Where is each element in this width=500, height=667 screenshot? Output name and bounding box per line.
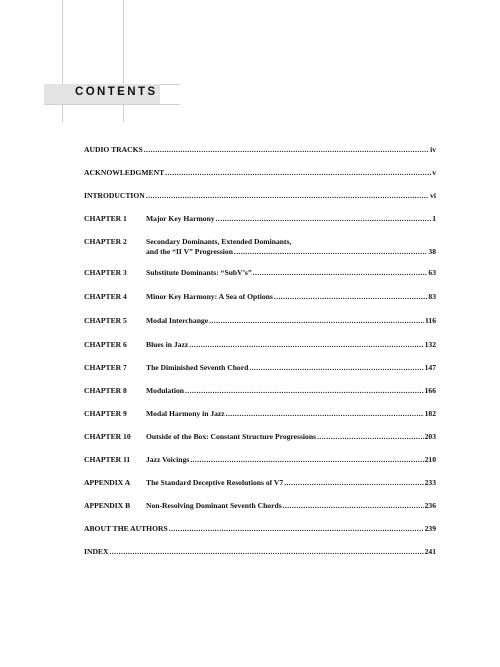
- toc-title: Modal Harmony in Jazz: [146, 409, 225, 418]
- dot-leader: [165, 168, 431, 178]
- toc-entry-about-the-authors[interactable]: [84, 524, 436, 534]
- toc-label: AUDIO TRACKS: [84, 145, 143, 154]
- toc-entry-audio-tracks[interactable]: [84, 145, 436, 155]
- toc-label: APPENDIX A: [84, 478, 131, 487]
- grid-line-horizontal-bottom: [44, 104, 180, 105]
- toc-page-number: 116: [425, 316, 436, 325]
- toc-label: ABOUT THE AUTHORS: [84, 524, 168, 533]
- toc-page-number: 239: [424, 524, 436, 533]
- toc-label: CHAPTER 4: [84, 292, 127, 301]
- toc-page-number: 166: [424, 386, 436, 395]
- toc-label: INDEX: [84, 547, 109, 556]
- toc-label: CHAPTER 7: [84, 363, 127, 372]
- toc-entry-chapter-10[interactable]: [84, 432, 436, 442]
- toc-page-number: 83: [428, 292, 436, 301]
- toc-page-number: 210: [424, 455, 436, 464]
- toc-title: Substitute Dominants: “SubV’s”: [146, 268, 252, 277]
- toc-label: ACKNOWLEDGMENT: [84, 168, 165, 177]
- toc-entry-chapter-7[interactable]: [84, 363, 436, 373]
- toc-label: CHAPTER 1: [84, 214, 127, 223]
- toc-entry-introduction[interactable]: [84, 191, 436, 201]
- dot-leader: [226, 409, 424, 419]
- toc-label: INTRODUCTION: [84, 191, 145, 200]
- dot-leader: [146, 191, 429, 201]
- dot-leader: [284, 478, 423, 488]
- toc-label: CHAPTER 5: [84, 316, 127, 325]
- toc-title: and the “II V” Progression: [146, 247, 233, 256]
- toc-label: CHAPTER 2: [84, 237, 127, 246]
- toc-label: CHAPTER 6: [84, 340, 127, 349]
- toc-page-number: 182: [424, 409, 436, 418]
- toc-page-number: 63: [428, 268, 436, 277]
- toc-entry-acknowledgment[interactable]: [84, 168, 436, 178]
- toc-entry-chapter-8[interactable]: [84, 386, 436, 396]
- toc-entry-chapter-3[interactable]: [84, 268, 436, 278]
- toc-page-number: vi: [430, 191, 436, 200]
- page-title: CONTENTS: [75, 86, 158, 98]
- toc-page-number: 203: [424, 432, 436, 441]
- toc-title: Major Key Harmony: [146, 214, 215, 223]
- dot-leader: [185, 386, 424, 396]
- toc-entry-chapter-9[interactable]: [84, 409, 436, 419]
- toc-entry-appendix-a[interactable]: [84, 478, 436, 488]
- dot-leader: [234, 247, 427, 257]
- toc-label: CHAPTER 9: [84, 409, 127, 418]
- toc-page-number: v: [432, 168, 436, 177]
- dot-leader: [109, 547, 423, 557]
- toc-entry-appendix-b[interactable]: [84, 501, 436, 511]
- toc-title: Minor Key Harmony: A Sea of Options: [146, 292, 273, 301]
- toc-title: Modulation: [146, 386, 184, 395]
- dot-leader: [209, 316, 424, 326]
- toc-entry-chapter-2[interactable]: [84, 237, 436, 257]
- toc-label: APPENDIX B: [84, 501, 131, 510]
- toc-entry-chapter-1[interactable]: [84, 214, 436, 224]
- toc-title: Modal Interchange: [146, 316, 209, 325]
- toc-page-number: 147: [424, 363, 436, 372]
- toc-label: CHAPTER 8: [84, 386, 127, 395]
- toc-entry-chapter-11[interactable]: [84, 455, 436, 465]
- toc-title: Non-Resolving Dominant Seventh Chords: [146, 501, 282, 510]
- toc-entry-chapter-4[interactable]: [84, 292, 436, 302]
- toc-page-number: iv: [430, 145, 436, 154]
- toc-page-number: 236: [424, 501, 436, 510]
- toc-label: CHAPTER 11: [84, 455, 131, 464]
- toc-label: CHAPTER 10: [84, 432, 131, 441]
- dot-leader: [317, 432, 424, 442]
- toc-entry-chapter-5[interactable]: [84, 316, 436, 326]
- dot-leader: [144, 145, 429, 155]
- toc-page-number: 241: [424, 547, 436, 556]
- dot-leader: [216, 214, 432, 224]
- toc-title-line-1: Secondary Dominants, Extended Dominants,: [146, 237, 292, 246]
- toc-page-number: 132: [424, 340, 436, 349]
- dot-leader: [190, 455, 423, 465]
- toc-title: The Diminished Seventh Chord: [146, 363, 249, 372]
- dot-leader: [249, 363, 423, 373]
- dot-leader: [274, 292, 428, 302]
- toc-page-number: 233: [424, 478, 436, 487]
- dot-leader: [283, 501, 424, 511]
- dot-leader: [253, 268, 428, 278]
- toc-entry-index[interactable]: [84, 547, 436, 557]
- toc-page-number: 38: [428, 247, 436, 256]
- toc-page-number: 1: [432, 214, 436, 223]
- toc-label: CHAPTER 3: [84, 268, 127, 277]
- toc-title: Blues in Jazz: [146, 340, 189, 349]
- dot-leader: [169, 524, 424, 534]
- dot-leader: [189, 340, 423, 350]
- toc-title: The Standard Deceptive Resolutions of V7: [146, 478, 284, 487]
- toc-entry-chapter-6[interactable]: [84, 340, 436, 350]
- toc-title: Outside of the Box: Constant Structure Progressions: [146, 432, 317, 441]
- toc-title: Jazz Voicings: [146, 455, 190, 464]
